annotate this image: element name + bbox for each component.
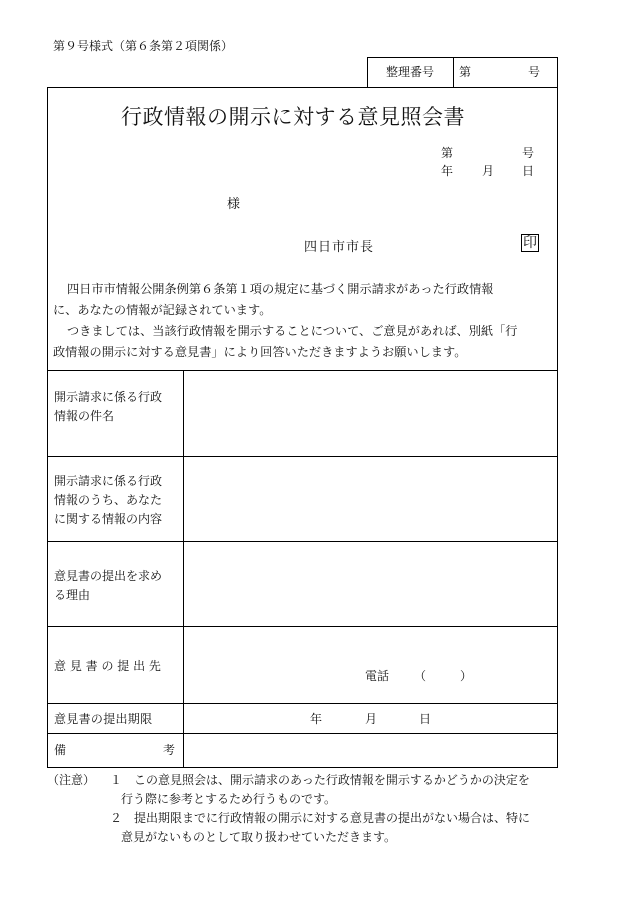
row-content-label-line: 情報のうち、あなた (54, 493, 163, 507)
note-1-line2: 行う際に参考とするため行うものです。 (121, 792, 337, 806)
tel-label: 電話 (365, 669, 390, 683)
row-remarks-label-b: 考 (163, 743, 176, 757)
row-reason-label (54, 567, 162, 605)
deadline-day: 日 (419, 712, 432, 726)
row-subject-label-line: 開示請求に係る行政 (54, 390, 163, 404)
row-reason-label-line: 意見書の提出を求め (54, 569, 163, 583)
note-2-line1: 提出期限までに行政情報の開示に対する意見書の提出がない場合は、特に (134, 811, 531, 825)
date-month: 月 (482, 164, 495, 178)
seal-mark: 印 (523, 235, 537, 251)
sender-name: 四日市市長 (304, 240, 375, 255)
note-2-line2: 意見がないものとして取り扱わせていただきます。 (121, 830, 397, 844)
seiri-go: 号 (528, 65, 541, 79)
row-content-label (54, 472, 162, 529)
date-day: 日 (522, 164, 535, 178)
row-remarks-value[interactable] (184, 734, 557, 767)
row-subject-label-line: 情報の件名 (54, 409, 115, 423)
body-para1-line2: に、あなたの情報が記録されています。 (53, 303, 272, 317)
row-deadline-value[interactable] (184, 704, 557, 733)
seiri-dai: 第 (459, 65, 472, 79)
doc-number-dai: 第 (441, 146, 454, 160)
addressee-suffix: 様 (227, 197, 241, 212)
tel-close-paren: ） (460, 669, 473, 683)
seiri-label: 整理番号 (386, 65, 435, 79)
deadline-year: 年 (310, 712, 323, 726)
note-1-num: １ (110, 773, 123, 787)
date-year: 年 (441, 164, 454, 178)
row-remarks-label-a: 備 (54, 743, 67, 757)
row-content-label-line: に関する情報の内容 (54, 512, 163, 526)
row-reason-label-line: る理由 (54, 588, 91, 602)
note-1-line1: この意見照会は、開示請求のあった行政情報を開示するかどうかの決定を (134, 773, 530, 787)
row-deadline-label: 意見書の提出期限 (54, 712, 153, 726)
row-reason-value[interactable] (184, 542, 557, 626)
notes-prefix: （注意） (47, 773, 96, 787)
row-destination-value[interactable] (184, 627, 557, 703)
row-subject-value[interactable] (184, 371, 557, 456)
row-destination-label: 意 見 書 の 提 出 先 (54, 659, 161, 673)
deadline-month: 月 (365, 712, 378, 726)
body-para1-line1: 四日市市情報公開条例第６条第１項の規定に基づく開示請求があった行政情報 (67, 282, 494, 296)
doc-number-go: 号 (522, 146, 535, 160)
body-para2-line2: 政情報の開示に対する意見書」により回答いただきますようお願いします。 (53, 345, 467, 359)
body-para2-line1: つきましては、当該行政情報を開示することについて、ご意見があれば、別紙「行 (67, 324, 518, 338)
row-content-value[interactable] (184, 457, 557, 541)
row-content-label-line: 開示請求に係る行政 (54, 474, 163, 488)
form-id: 第９号様式（第６条第２項関係） (53, 39, 234, 53)
page-title: 行政情報の開示に対する意見照会書 (121, 105, 465, 129)
note-2-num: ２ (110, 811, 123, 825)
row-subject-label (54, 388, 162, 426)
tel-open-paren: （ (414, 669, 427, 683)
